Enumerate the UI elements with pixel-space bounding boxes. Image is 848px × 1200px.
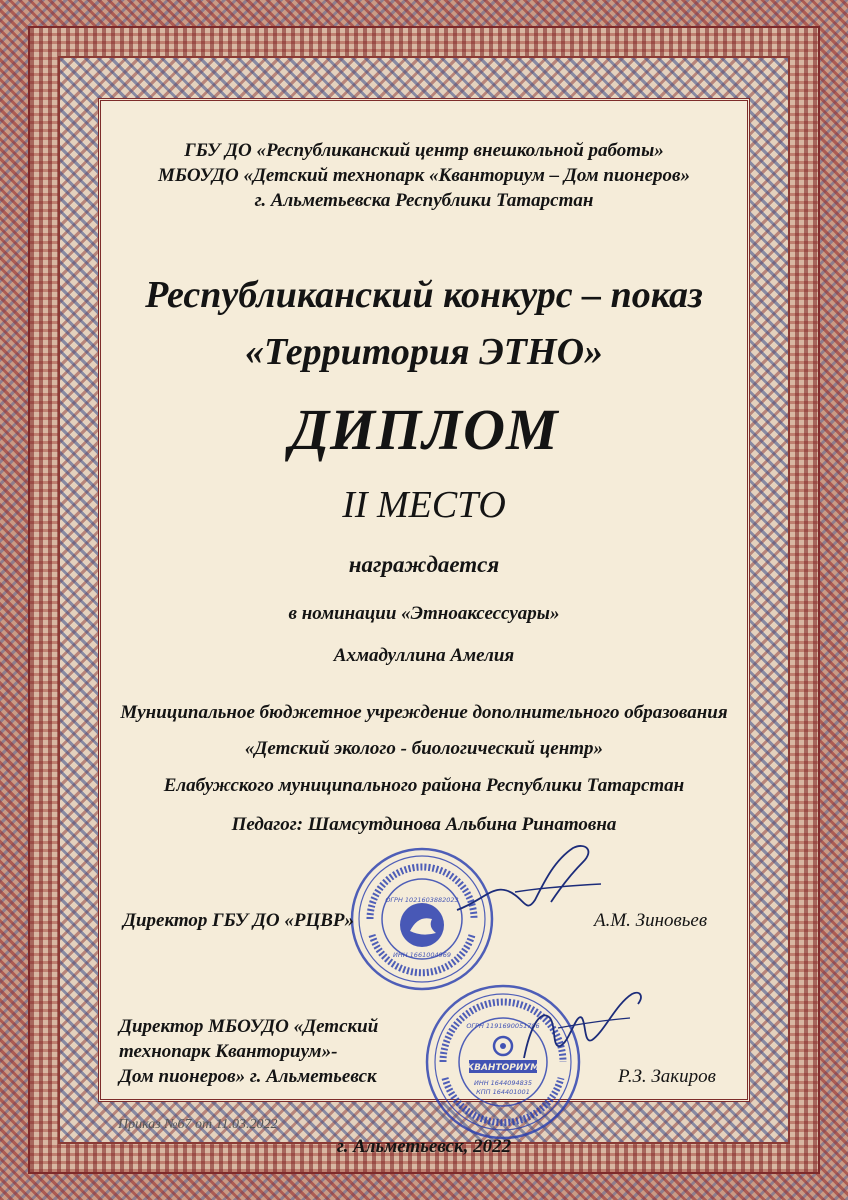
nomination: в номинации «Этноаксессуары»: [288, 603, 560, 624]
header-org-line-3: г. Альметьевска Республики Татарстан: [254, 190, 594, 211]
diploma-title: ДИПЛОМ: [289, 397, 559, 462]
stamp2-kpp: КПП 164401001: [476, 1088, 530, 1096]
stamp2-inn: ИНН 1644094835: [473, 1079, 533, 1087]
director2-title-line-1: Директор МБОУДО «Детский: [119, 1016, 379, 1037]
institution-line-2: «Детский эколого - биологический центр»: [244, 738, 604, 759]
signature-zakirov: [520, 988, 650, 1068]
institution-line-1: Муниципальное бюджетное учреждение дополнительного образования: [120, 702, 728, 723]
contest-name: «Территория ЭТНО»: [244, 331, 604, 373]
director1-name: А.М. Зиновьев: [594, 910, 708, 931]
director2-name: Р.З. Закиров: [618, 1066, 716, 1087]
order-number: Приказ №67 от 11.03.2022: [118, 1117, 278, 1132]
signature-zinovyev: [455, 840, 605, 925]
director1-title: Директор ГБУ ДО «РЦВР»: [123, 910, 355, 931]
teacher-name: Педагог: Шамсутдинова Альбина Ринатовна: [231, 814, 617, 835]
header-org-line-2: МБОУДО «Детский технопарк «Кванториум – Дом пионеров»: [157, 165, 691, 186]
recipient-name: Ахмадуллина Амелия: [333, 645, 515, 666]
header-org-line-1: ГБУ ДО «Республиканский центр внешкольной работы»: [184, 140, 664, 161]
institution-line-3: Елабужского муниципального района Республики Татарстан: [163, 775, 685, 796]
place-label: II МЕСТО: [342, 484, 506, 526]
contest-title: Республиканский конкурс – показ: [145, 274, 703, 316]
stamp1-inn: ИНН 1661004969: [392, 951, 452, 959]
director2-title-line-2: технопарк Кванториум»-: [119, 1041, 338, 1062]
city-year: г. Альметьевск, 2022: [336, 1136, 512, 1157]
awarded-label: награждается: [348, 552, 500, 577]
stamp1-ogrn: ОГРН 1021603882023: [385, 896, 459, 904]
director2-title-line-3: Дом пионеров» г. Альметьевск: [119, 1066, 377, 1087]
stamp2-ogrn: ОГРН 1191690051706: [466, 1022, 540, 1030]
stamp2-brand: КВАНТОРИУМ: [466, 1063, 540, 1073]
